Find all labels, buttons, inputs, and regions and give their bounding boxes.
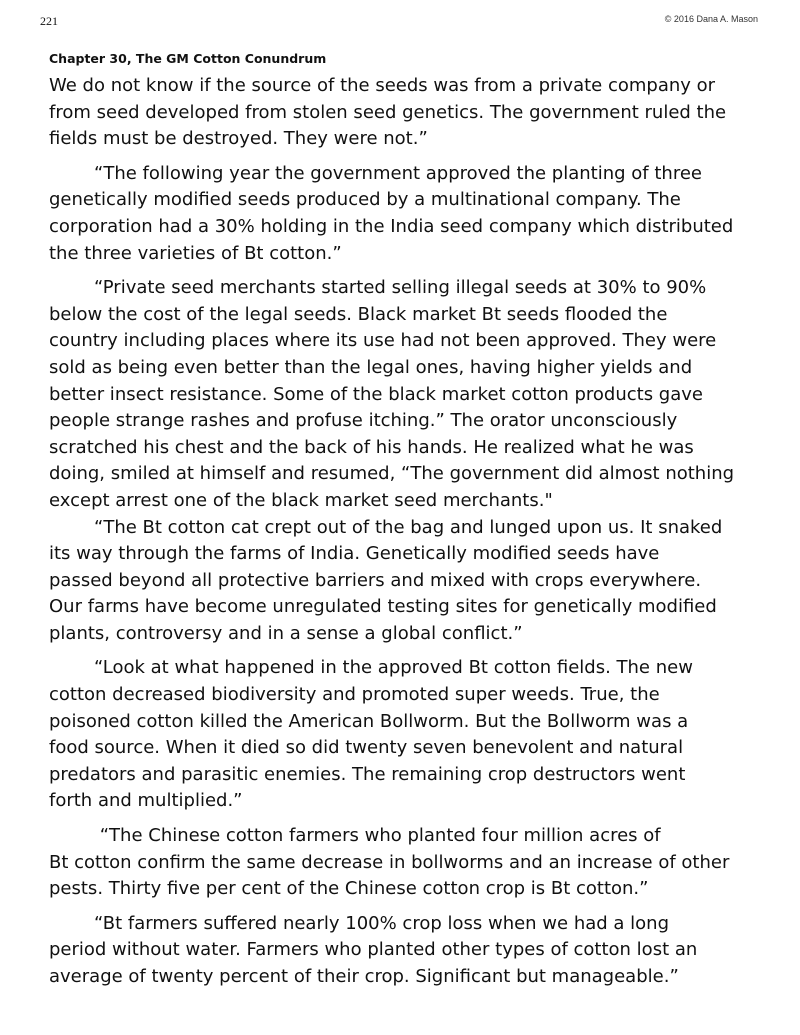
text-line: “Private seed merchants started selling illegal seeds at 30% to 90% (94, 277, 707, 299)
text-line: the three varieties of Bt cotton.” (49, 242, 342, 264)
text-line: except arrest one of the black market seed merchants." (49, 489, 553, 511)
text-line: average of twenty percent of their crop. Significant but manageable.” (49, 966, 679, 987)
text-line: We do not know if the source of the seeds was from a private company or (49, 75, 716, 96)
text-line: better insect resistance. Some of the black market cotton products gave (49, 383, 703, 405)
text-line: “The Bt cotton cat crept out of the bag and lunged upon us. It snaked (94, 516, 723, 538)
text-line: poisoned cotton killed the American Bollworm. But the Bollworm was a (49, 710, 689, 732)
text-line: scratched his chest and the back of his hands. He realized what he was (49, 436, 694, 458)
text-line: passed beyond all protective barriers and mixed with crops everywhere. (49, 569, 702, 591)
paragraph (49, 515, 761, 648)
text-line: its way through the farms of India. Genetically modified seeds have (49, 543, 660, 565)
text-line: period without water. Farmers who planted other types of cotton lost an (49, 939, 698, 961)
paragraph (49, 161, 761, 267)
text-line: “The following year the government approved the planting of three (94, 162, 702, 184)
text-line: from seed developed from stolen seed genetics. The government ruled the (49, 101, 727, 123)
text-line: “Bt farmers suffered nearly 100% crop loss when we had a long (94, 912, 670, 934)
paragraph (49, 275, 761, 514)
text-line: people strange rashes and profuse itching.” The orator unconsciously (49, 410, 678, 432)
paragraph (49, 73, 761, 153)
text-line: plants, controversy and in a sense a global conflict.” (49, 622, 523, 644)
page-number: 221 (40, 14, 58, 28)
text-line: predators and parasitic enemies. The remaining crop destructors went (49, 763, 686, 785)
copyright-notice: © 2016 Dana A. Mason (664, 14, 758, 24)
text-line: pests. Thirty five per cent of the Chinese cotton crop is Bt cotton.” (49, 878, 649, 900)
text-line: “The Chinese cotton farmers who planted four million acres of (94, 825, 661, 847)
body-text (49, 73, 761, 991)
text-line: Our farms have become unregulated testing sites for genetically modified (49, 596, 717, 618)
paragraph (49, 911, 761, 991)
text-line: genetically modified seeds produced by a multinational company. The (49, 189, 681, 211)
text-line: country including places where its use had not been approved. They were (49, 330, 717, 352)
text-line: corporation had a 30% holding in the India seed company which distributed (49, 215, 734, 237)
text-line: forth and multiplied.” (49, 790, 243, 812)
text-line: “Look at what happened in the approved Bt cotton fields. The new (94, 657, 693, 679)
text-line: sold as being even better than the legal ones, having higher yields and (49, 356, 693, 378)
text-line: doing, smiled at himself and resumed, “The government did almost nothing (49, 463, 735, 485)
paragraph (49, 823, 761, 903)
text-line: fields must be destroyed. They were not.” (49, 128, 428, 150)
text-line: cotton decreased biodiversity and promoted super weeds. True, the (49, 684, 660, 706)
text-line: Bt cotton confirm the same decrease in bollworms and an increase of other (49, 851, 730, 873)
chapter-title: Chapter 30, The GM Cotton Conundrum (49, 51, 327, 66)
text-line: below the cost of the legal seeds. Black market Bt seeds flooded the (49, 303, 668, 325)
paragraph (49, 655, 761, 815)
text-line: food source. When it died so did twenty seven benevolent and natural (49, 737, 684, 759)
